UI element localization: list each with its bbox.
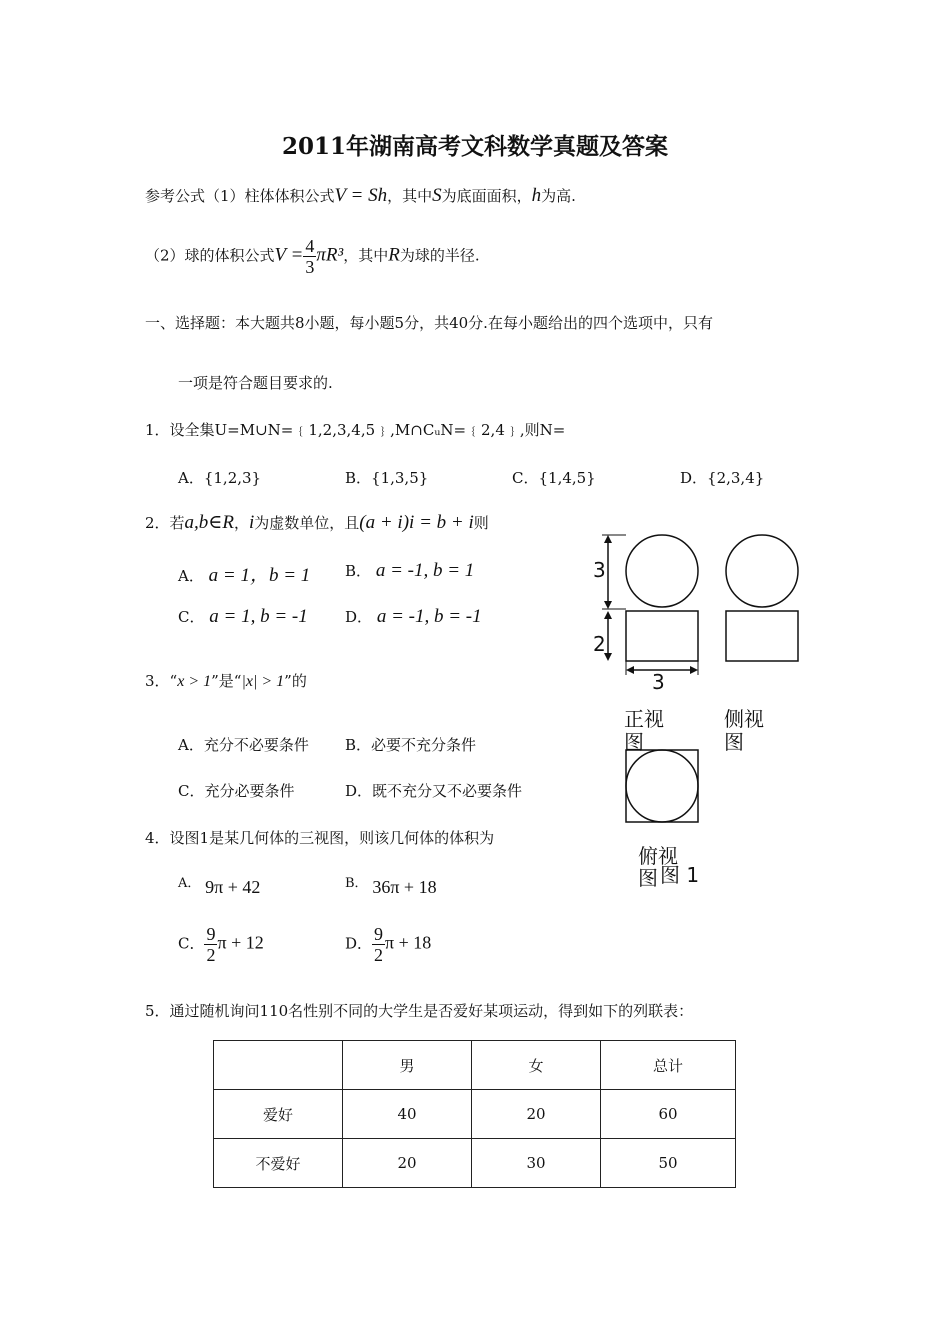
q2-option-a [178, 560, 310, 587]
q4-option-b-label: B． [345, 876, 368, 891]
table-header-cell: 男 [343, 1041, 472, 1090]
front-view-label-1: 正视 [624, 707, 664, 731]
q2-option-a-expr: a = 1，b = 1 [208, 565, 311, 586]
q4-option-c-rest: π + 12 [217, 932, 264, 953]
q2-pre: 2．若 [145, 514, 185, 532]
dimension-label-top: 3 [593, 558, 606, 582]
table-row [214, 1090, 736, 1139]
table-cell: 爱好 [214, 1090, 343, 1139]
formula-cylinder-h: h [531, 185, 542, 206]
q1-option-d: D．{2,3,4} [680, 469, 765, 487]
formula-sphere-prefix: （2）球的体积公式 [145, 246, 275, 265]
q4-option-c-label: C． [178, 934, 205, 953]
q2-option-b-expr: a = -1, b = 1 [375, 560, 475, 581]
table-header-cell: 女 [472, 1041, 601, 1090]
table-cell: 20 [343, 1139, 472, 1188]
q3-option-d: D．既不充分又不必要条件 [345, 782, 523, 800]
q2-expr2: (a + i)i = b + i [359, 512, 474, 533]
fraction-numerator: 9 [206, 924, 216, 944]
q2-mid1: ， [233, 514, 249, 532]
formula-sphere-v: V = [274, 244, 304, 266]
top-view-label-2: 图 [638, 866, 658, 890]
q2-option-a-label: A． [178, 567, 204, 585]
q4-option-d-fraction [372, 924, 385, 965]
q4-option-b-expr: 36π + 18 [372, 877, 437, 897]
q2-suffix: 则 [473, 514, 489, 532]
q4-option-a-expr: 9π + 42 [205, 877, 261, 897]
q1-option-b: B．{1,3,5} [345, 469, 429, 487]
fraction-denominator: 3 [305, 257, 315, 277]
q4-option-b [345, 872, 437, 898]
formula-sphere-mid: ，其中 [343, 246, 389, 265]
q2-mid2: 为虚数单位，且 [254, 514, 360, 532]
formula-cylinder-prefix: 参考公式（1）柱体体积公式 [145, 187, 335, 205]
table-cell: 60 [601, 1090, 736, 1139]
table-cell: 不爱好 [214, 1139, 343, 1188]
formula-cylinder-mid2: 为底面面积， [441, 187, 532, 205]
table-cell: 50 [601, 1139, 736, 1188]
table-row [214, 1139, 736, 1188]
q3-expr1: x > 1 [177, 673, 212, 690]
q1-stem: 1．设全集U=M∪N=﹛1,2,3,4,5﹜,M∩CᵤN=﹛2,4﹜,则N= [145, 421, 566, 439]
dimension-label-middle: 2 [593, 632, 606, 656]
q2-option-b [345, 560, 474, 582]
q4-option-d-label: D． [345, 934, 373, 953]
front-view-circle [626, 535, 698, 607]
q2-option-c-label: C． [178, 608, 205, 626]
formula-cylinder-s: S [432, 185, 442, 206]
q3-mid: ”是“ [211, 672, 242, 690]
q4-option-a [178, 872, 260, 898]
table-cell: 20 [472, 1090, 601, 1139]
section-heading-line2: 一项是符合题目要求的. [178, 374, 333, 392]
page-title: 2011年湖南高考文科数学真题及答案 [281, 133, 668, 160]
q2-stem [145, 511, 489, 534]
formula-cylinder-mid1: ，其中 [387, 187, 433, 205]
formula-sphere-r: R [388, 244, 400, 266]
q4-option-a-label: A． [178, 876, 201, 891]
formula-cylinder-expr: V = Sh [334, 185, 388, 206]
q2-option-d-label: D． [345, 608, 373, 626]
front-view-label-2: 图 [624, 730, 644, 754]
q2-option-b-label: B． [345, 562, 372, 580]
table-cell: 40 [343, 1090, 472, 1139]
q2-i: i [248, 512, 255, 533]
table-cell: 30 [472, 1139, 601, 1188]
q3-expr2: |x| > 1 [241, 673, 285, 690]
formula-sphere-fraction [303, 236, 316, 277]
fraction-numerator: 4 [305, 236, 315, 256]
fraction-denominator: 2 [206, 945, 216, 965]
side-view-rect [726, 611, 798, 661]
front-view-rect [626, 611, 698, 661]
formula-sphere-rest: πR³ [316, 244, 344, 266]
q3-pre: 3．“ [145, 672, 178, 690]
q2-expr1: a,b∈R [184, 512, 234, 533]
contingency-table [213, 1040, 736, 1188]
q3-option-c: C．充分必要条件 [178, 782, 295, 800]
top-view-circle [626, 750, 698, 822]
table-header-cell [214, 1041, 343, 1090]
q5-stem: 5．通过随机询问110名性别不同的大学生是否爱好某项运动，得到如下的列联表： [145, 1002, 694, 1020]
table-header-row [214, 1041, 736, 1090]
three-view-figure [580, 525, 820, 895]
q2-option-d-expr: a = -1, b = -1 [376, 606, 482, 627]
q4-option-c [178, 924, 264, 965]
side-view-circle [726, 535, 798, 607]
formula-cylinder [145, 185, 576, 207]
section-heading-line1: 一、选择题：本大题共8小题，每小题5分，共40分.在每小题给出的四个选项中，只有 [145, 314, 713, 332]
q4-option-d [345, 924, 431, 965]
fraction-numerator: 9 [374, 924, 384, 944]
side-view-label-2: 图 [724, 730, 744, 754]
q3-option-b: B．必要不充分条件 [345, 736, 477, 754]
q2-option-c [178, 606, 308, 628]
q2-option-c-expr: a = 1, b = -1 [209, 606, 308, 627]
q4-stem: 4．设图1是某几何体的三视图，则该几何体的体积为 [145, 829, 495, 847]
q2-option-d [345, 606, 482, 628]
side-view-label-1: 侧视 [724, 707, 764, 731]
formula-sphere-suffix: 为球的半径. [399, 246, 480, 265]
q1-option-c: C．{1,4,5} [512, 469, 596, 487]
q4-option-c-fraction [204, 924, 217, 965]
dimension-label-bottom: 3 [652, 670, 665, 694]
figure-caption: 图 1 [660, 863, 700, 887]
fraction-denominator: 2 [374, 945, 384, 965]
q3-suffix: ”的 [284, 672, 307, 690]
formula-sphere [145, 236, 480, 277]
q3-stem [145, 670, 307, 691]
q1-option-a: A．{1,2,3} [178, 469, 262, 487]
table-header-cell: 总计 [601, 1041, 736, 1090]
q4-option-d-rest: π + 18 [385, 932, 432, 953]
formula-cylinder-suffix: 为高. [541, 187, 576, 205]
top-view-label-1: 俯视 [638, 844, 678, 868]
q3-option-a: A．充分不必要条件 [178, 736, 309, 754]
